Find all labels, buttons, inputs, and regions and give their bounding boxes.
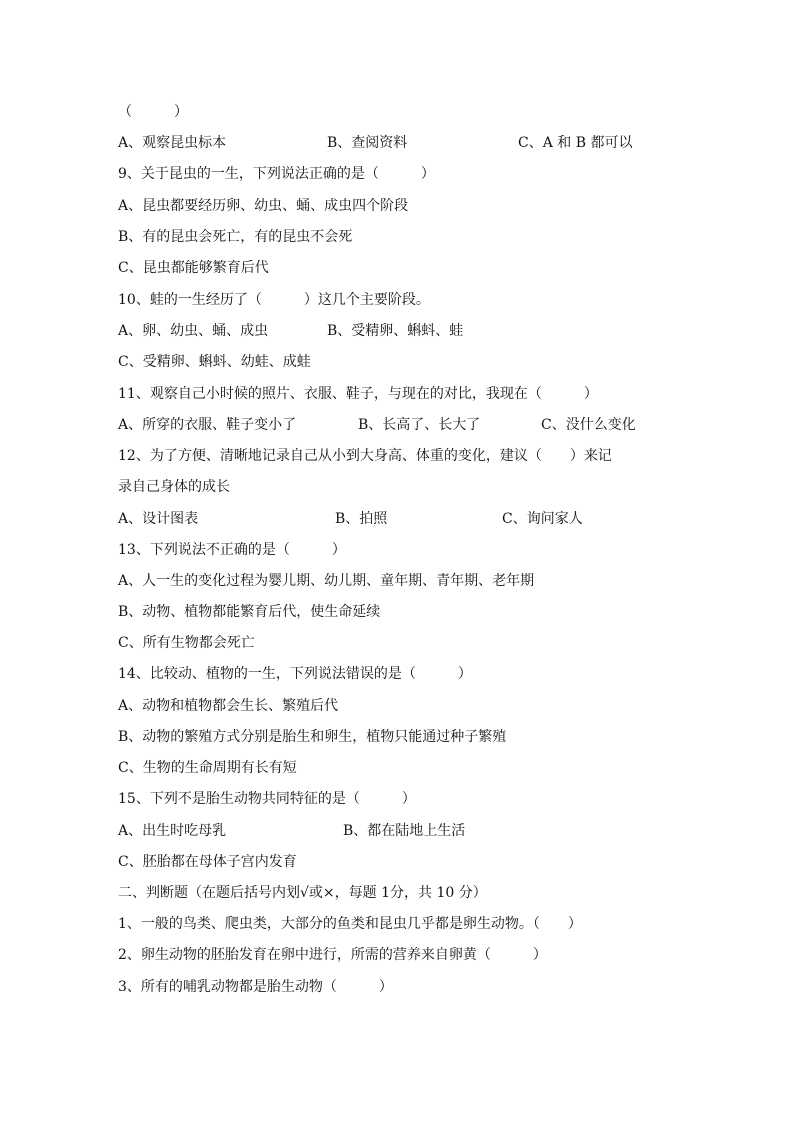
q15-option-b: B、都在陆地上生活 [343,823,466,839]
q13-option-c: C、所有生物都会死亡 [118,635,255,651]
q12-question-line-1: 12、为了方便、清晰地记录自己从小到大身高、体重的变化，建议（ ）来记 [118,448,612,464]
section-2-heading: 二、判断题（在题后括号内划√或×，每题 1分，共 10 分） [118,885,487,901]
judge-item-3: 3、所有的哺乳动物都是胎生动物（ ） [118,979,393,995]
q9-option-a: A、昆虫都要经历卵、幼虫、蛹、成虫四个阶段 [118,198,409,214]
q11-option-a: A、所穿的衣服、鞋子变小了 [118,417,297,433]
q13-option-a: A、人一生的变化过程为婴儿期、幼儿期、童年期、青年期、老年期 [118,573,535,589]
q14-option-b: B、动物的繁殖方式分别是胎生和卵生，植物只能通过种子繁殖 [118,729,507,745]
judge-item-1: 1、一般的鸟类、爬虫类，大部分的鱼类和昆虫几乎都是卵生动物。（ ） [118,916,582,932]
q11-question: 11、观察自己小时候的照片、衣服、鞋子，与现在的对比，我现在（ ） [118,386,598,402]
q15-option-a: A、出生时吃母乳 [118,823,227,839]
q15-option-c: C、胚胎都在母体子宫内发育 [118,854,297,870]
q8-answer-blank: （ ） [118,104,188,120]
q8-option-a: A、观察昆虫标本 [118,135,227,151]
q10-option-a: A、卵、幼虫、蛹、成虫 [118,323,269,339]
q14-question: 14、比较动、植物的一生，下列说法错误的是（ ） [118,666,472,682]
q12-option-c: C、询问家人 [502,511,583,527]
q12-option-b: B、拍照 [335,511,388,527]
q10-option-b: B、受精卵、蝌蚪、蛙 [327,323,464,339]
q13-question: 13、下列说法不正确的是（ ） [118,542,346,558]
q11-option-c: C、没什么变化 [541,417,636,433]
q8-option-c: C、A 和 B 都可以 [518,135,633,151]
q14-option-c: C、生物的生命周期有长有短 [118,760,297,776]
q9-question: 9、关于昆虫的一生，下列说法正确的是（ ） [118,166,435,182]
q8-option-b: B、查阅资料 [327,135,408,151]
q11-option-b: B、长高了、长大了 [358,417,481,433]
q13-option-b: B、动物、植物都能繁育后代，使生命延续 [118,604,381,620]
q14-option-a: A、动物和植物都会生长、繁殖后代 [118,698,339,714]
q12-question-line-2: 录自己身体的成长 [118,479,230,495]
q9-option-b: B、有的昆虫会死亡，有的昆虫不会死 [118,229,353,245]
q12-option-a: A、设计图表 [118,511,199,527]
q15-question: 15、下列不是胎生动物共同特征的是（ ） [118,791,416,807]
q9-option-c: C、昆虫都能够繁育后代 [118,260,269,276]
q10-question: 10、蛙的一生经历了（ ）这几个主要阶段。 [118,292,430,308]
judge-item-2: 2、卵生动物的胚胎发育在卵中进行，所需的营养来自卵黄（ ） [118,947,547,963]
q10-option-c: C、受精卵、蝌蚪、幼蛙、成蛙 [118,354,311,370]
